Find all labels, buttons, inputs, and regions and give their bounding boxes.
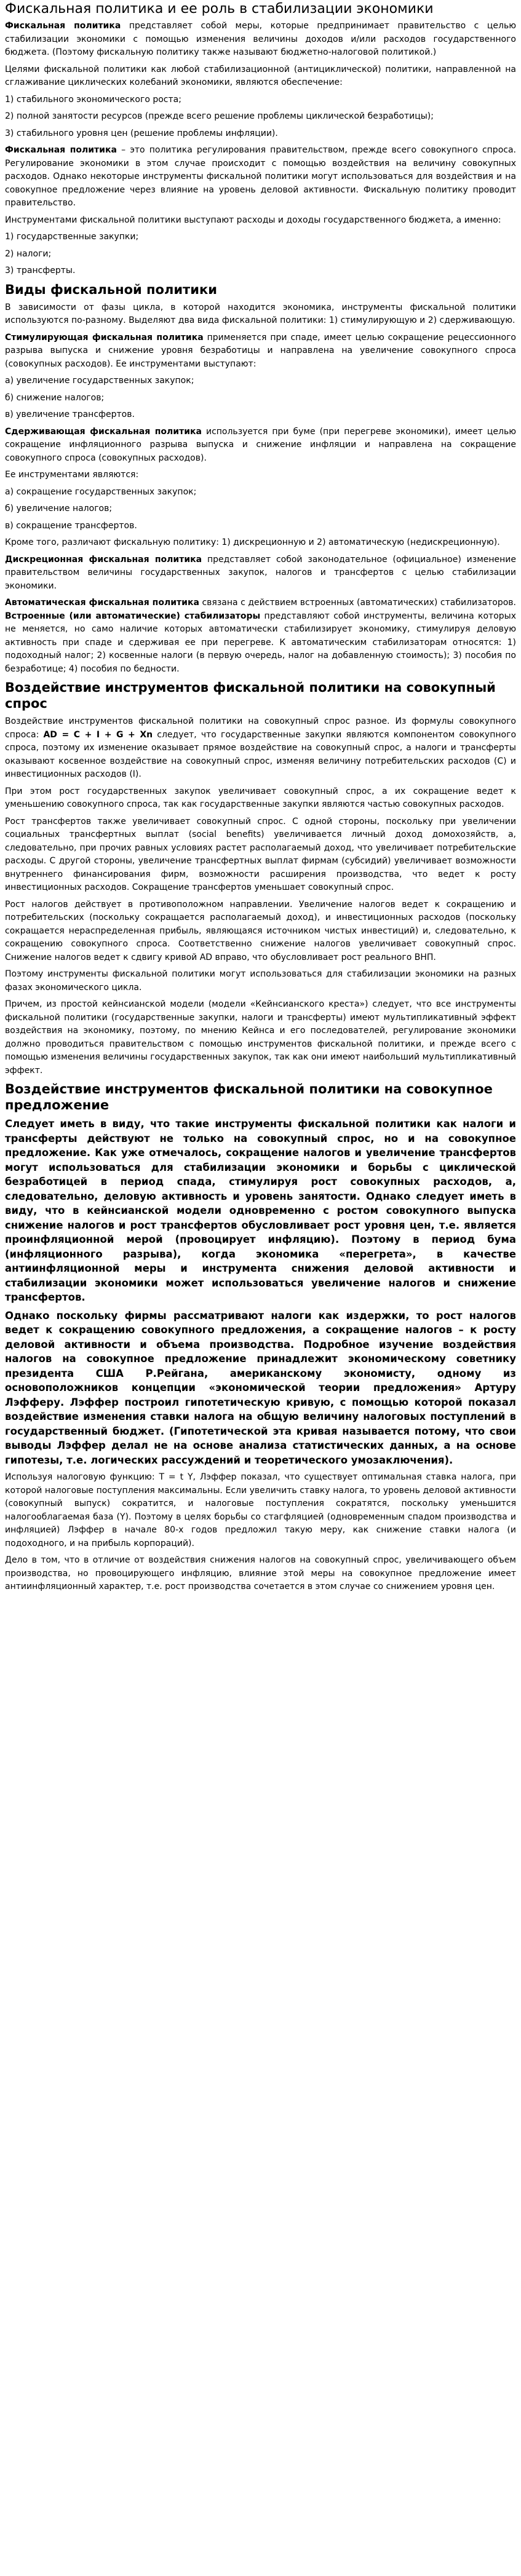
paragraph <box>5 408 516 422</box>
section-heading: Воздействие инструментов фискальной политики на совокупный спрос <box>5 680 496 711</box>
text-run: представляет собой законодательное (официальное) изменение правительством величины государственных закупок, налогов и трансфертов с целью стабилизации экономики. <box>5 554 516 591</box>
paragraph <box>5 214 516 228</box>
text-run: следует, что государственные закупки являются компонентом совокупного спроса, поэтому их изменение оказывает прямое воздействие на совокупный спрос, а налоги и трансферты оказывают косвенное воздействие на совокупный спрос, изменяя величину потребительских расходов (C) и инвестиционных расходов (I). <box>5 729 517 779</box>
paragraph <box>5 1117 516 1305</box>
text-run: 3) трансферты. <box>5 266 76 275</box>
paragraph <box>5 375 516 388</box>
paragraph <box>5 785 516 812</box>
paragraph <box>5 127 516 141</box>
paragraph <box>5 144 516 210</box>
section <box>5 1081 516 1594</box>
page-title: Фискальная политика и ее роль в стабилизации экономики <box>5 1 434 17</box>
bold-term: Фискальная политика <box>5 145 117 155</box>
paragraph <box>5 1554 516 1594</box>
text-run: Причем, из простой кейнсианской модели (модели «Кейнсианского креста») следует, что все инструменты фискальной политики (государственные закупки, налоги и трансферты) имеют мультипликативный эффект воздействия на экономику, поэтому, по мнению Кейнса и его последователей, регулирование экономики должно проводиться правительством с помощью инструментов фискальной политики, и прежде всего с помощью изменения величины государственных закупок, так как они имеют наибольший мультипликативный эффект. <box>5 999 516 1076</box>
paragraph <box>5 536 516 550</box>
text-run: – это политика регулирования правительством, прежде всего совокупного спроса. Регулирование экономики в этом случае происходит с помощью воздействия на величину совокупных расходов. Однако некоторые инструменты фискальной политики могут использоваться для воздействия и на совокупное предложение через влияние на уровень деловой активности. Фискальную политику проводит правительство. <box>5 145 516 208</box>
text-run: Ее инструментами являются: <box>5 470 139 480</box>
text-run: Поэтому инструменты фискальной политики могут использоваться для стабилизации экономики на разных фазах экономического цикла. <box>5 969 516 993</box>
paragraph <box>5 968 516 994</box>
text-run: Однако поскольку фирмы рассматривают налоги как издержки, то рост налогов ведет к сокращению совокупного предложения, а сокращение налогов – к росту деловой активности и объема производства. Подробное изучение воздействия налогов на совокупное предложение принадлежит экономическому советнику президента США Р.Рейгана, американскому экономисту, одному из основоположников концепции «экономической теории предложения» Артуру Лэфферу. Лэффер построил гипотетическую кривую, с помощью которой показал воздействие изменения ставки налога на общую величину налоговых поступлений в государственный бюджет. (Гипотетической эта кривая называется потому, что свои выводы Лэффер делал не на основе анализа статистических данных, а на основе гипотезы, т.е. логических рассуждений и теоретического умозаключения). <box>5 1309 516 1466</box>
text-run: Рост трансфертов также увеличивает совокупный спрос. С одной стороны, поскольку при увеличении социальных трансфертных выплат (social benefits) увеличивается личный доход домохозяйств, а, следовательно, при прочих равных условиях растет располагаемый доход, что увеличивает потребительские расходы. С другой стороны, увеличение трансфертных выплат фирмам (субсидий) увеличивает возможности внутреннего финансирования фирм, возможности расширения производства, что ведет к росту инвестиционных расходов. Сокращение трансфертов уменьшает совокупный спрос. <box>5 816 516 892</box>
text-run: 1) стабильного экономического роста; <box>5 94 181 105</box>
paragraph <box>5 301 516 328</box>
paragraph <box>5 898 516 965</box>
paragraph <box>5 63 516 90</box>
text-run: б) увеличение налогов; <box>5 504 113 513</box>
paragraph <box>5 426 516 466</box>
text-run: Воздействие инструментов фискальной политики на совокупный спрос разное. Из формулы совокупного спроса: <box>5 716 516 740</box>
paragraph <box>5 20 516 60</box>
text-run: в) увеличение трансфертов. <box>5 410 135 419</box>
paragraph <box>5 520 516 533</box>
paragraph <box>5 231 516 244</box>
bold-term: AD = C + I + G + Xn <box>43 729 153 740</box>
bold-term: Сдерживающая фискальная политика <box>5 426 202 437</box>
text-run: в) сокращение трансфертов. <box>5 520 137 531</box>
section <box>5 282 516 676</box>
paragraph <box>5 469 516 482</box>
text-run: 2) налоги; <box>5 248 52 259</box>
text-run: представляет собой меры, которые предпринимает правительство с целью стабилизации экономики с помощью изменения величины доходов и/или расходов государственного бюджета. (Поэтому фискальную политику также называют бюджетно-налоговой политикой.) <box>5 21 516 57</box>
text-run: Используя налоговую функцию: T = t Y, Лэффер показал, что существует оптимальная ставка налога, при которой налоговые поступления максимальны. Если увеличить ставку налога, то уровень деловой активности (совокупный выпуск) сократится, и налоговые поступления сократятся, поскольку уменьшится налогооблагаемая база (Y). Поэтому в целях борьбы со стагфляцией (одновременным спадом производства и инфляцией) Лэффер в начале 80-х годов предложил такую меру, как снижение ставки налога (и подоходного, и на прибыль корпораций). <box>5 1472 516 1548</box>
paragraph <box>5 331 516 371</box>
paragraph <box>5 596 516 676</box>
bold-term: Автоматическая фискальная политика <box>5 598 199 608</box>
text-run: Дело в том, что в отличие от воздействия снижения налогов на совокупный спрос, увеличивающего объем производства, но провоцирующего инфляцию, влияние этой меры на совокупное предложение имеет антиинфляционный характер, т.е. рост производства сочетается в этом случае со снижением уровня цен. <box>5 1555 516 1591</box>
bold-term: Встроенные (или автоматические) стабилизаторы <box>5 611 261 621</box>
section <box>5 680 516 1077</box>
section-heading: Виды фискальной политики <box>5 282 217 297</box>
bold-term: Фискальная политика <box>5 21 121 31</box>
text-run: 1) государственные закупки; <box>5 232 139 242</box>
text-run: Инструментами фискальной политики выступают расходы и доходы государственного бюджета, а именно: <box>5 215 501 225</box>
text-run: 3) стабильного уровня цен (решение проблемы инфляции). <box>5 128 278 138</box>
paragraph <box>5 93 516 107</box>
paragraph <box>5 392 516 405</box>
text-run: При этом рост государственных закупок увеличивает совокупный спрос, а их сокращение ведет к уменьшению совокупного спроса, так как государственные закупки являются частью совокупных расходов. <box>5 786 516 809</box>
paragraph <box>5 1471 516 1550</box>
paragraph <box>5 110 516 124</box>
bold-term: Дискреционная фискальная политика <box>5 554 202 565</box>
text-run: используется при буме (при перегреве экономики), имеет целью сокращение инфляционного разрыва выпуска и снижение инфляции и направлена на сокращение совокупного спроса (совокупных расходов). <box>5 426 516 463</box>
paragraph <box>5 998 516 1077</box>
text-run: а) сокращение государственных закупок; <box>5 486 197 497</box>
paragraph <box>5 1309 516 1468</box>
paragraph <box>5 248 516 261</box>
paragraph <box>5 715 516 782</box>
text-run: В зависимости от фазы цикла, в которой находится экономика, инструменты фискальной политики используются по-разному. Выделяют два вида фискальной политики: 1) стимулирующую и 2) сдерживающую. <box>5 302 516 325</box>
text-run: применяется при спаде, имеет целью сокращение рецессионного разрыва выпуска и снижение уровня безработицы и направлена на увеличение совокупного спроса (совокупных расходов). Ее инструментами выступают: <box>5 332 516 369</box>
section <box>5 20 516 278</box>
text-run: Кроме того, различают фискальную политику: 1) дискреционную и 2) автоматическую (недискреционную). <box>5 537 500 547</box>
text-run: Рост налогов действует в противоположном направлении. Увеличение налогов ведет к сокращению и потребительских (поскольку сокращается располагаемый доход), и инвестиционных расходов (поскольку сокращается нераспределенная прибыль, являющаяся источником чистых инвестиций) и, следовательно, к сокращению совокупного спроса. Соответственно снижение налогов увеличивает совокупный спрос. Снижение налогов ведет к сдвигу кривой AD вправо, что обусловливает рост реального ВНП. <box>5 899 516 962</box>
paragraph <box>5 264 516 278</box>
section-heading: Воздействие инструментов фискальной политики на совокупное предложение <box>5 1082 493 1112</box>
text-run: Целями фискальной политики как любой стабилизационной (антициклической) политики, направленной на сглаживание циклических колебаний экономики, являются обеспечение: <box>5 64 516 87</box>
paragraph <box>5 815 516 895</box>
text-run: связана с действием встроенных (автоматических) стабилизаторов. <box>199 598 516 608</box>
text-run: Следует иметь в виду, что такие инструменты фискальной политики как налоги и трансферты действуют не только на совокупный спрос, но и на совокупное предложение. Как уже отмечалось, сокращение налогов и увеличение трансфертов могут использоваться для стабилизации экономики и борьбы с циклической безработицей в период спада, стимулируя рост совокупных расходов, а, следовательно, деловую активность и уровень занятости. Однако следует иметь в виду, что в кейнсианской модели одновременно с ростом совокупного выпуска снижение налогов и рост трансфертов обусловливает рост уровня цен, т.е. является проинфляционной мерой (провоцирует инфляцию). Поэтому в период бума (инфляционного разрыва), когда экономика «перегрета», в качестве антиинфляционной меры и инструмента снижения деловой активности и стабилизации экономики может использоваться увеличение налогов и снижение трансфертов. <box>5 1118 516 1303</box>
bold-term: Стимулирующая фискальная политика <box>5 332 204 343</box>
paragraph <box>5 502 516 516</box>
text-run: б) снижение налогов; <box>5 392 105 403</box>
text-run: представляют собой инструменты, величина которых не меняется, но само наличие которых автоматически стабилизирует экономику, стимулируя деловую активность при спаде и сдерживая ее при перегреве. К автоматическим стабилизаторам относятся: 1) подоходный налог; 2) косвенные налоги (в первую очередь, налог на добавленную стоимость); 3) пособия по безработице; 4) пособия по бедности. <box>5 611 516 674</box>
paragraph <box>5 553 516 593</box>
text-run: а) увеличение государственных закупок; <box>5 376 194 386</box>
paragraph <box>5 486 516 499</box>
text-run: 2) полной занятости ресурсов (прежде всего решение проблемы циклической безработицы); <box>5 111 434 121</box>
document-body <box>5 20 516 1594</box>
